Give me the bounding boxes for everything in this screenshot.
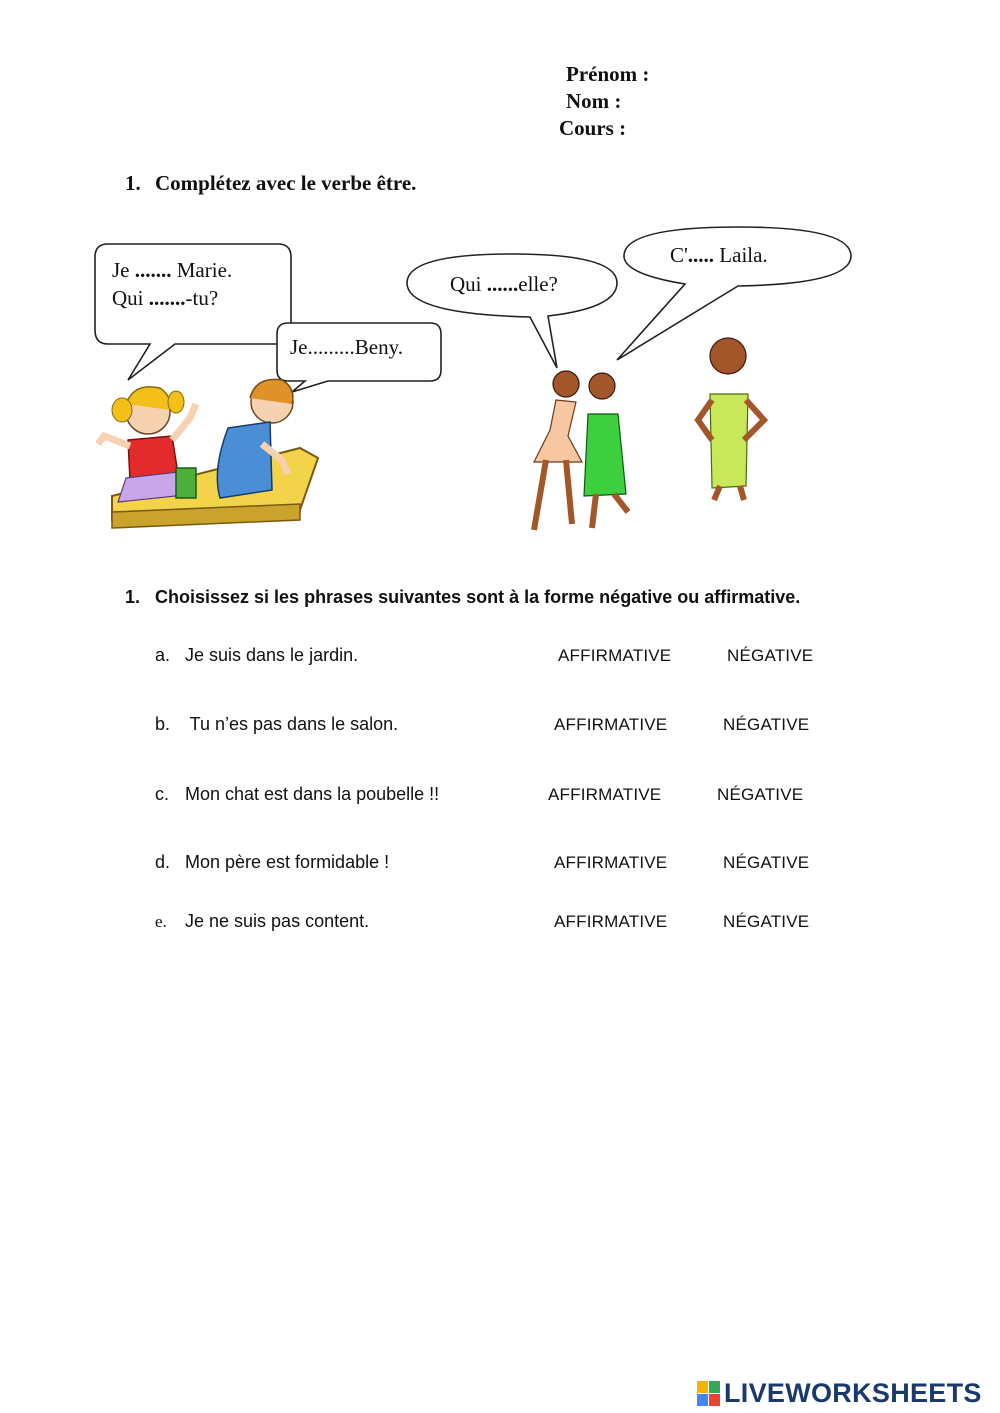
item-letter: c.: [155, 784, 170, 804]
item-letter: e.: [155, 912, 167, 931]
bubble-text-part: Laila.: [714, 243, 768, 267]
blank-1[interactable]: .......: [134, 258, 172, 282]
qui-bubble-text: [450, 270, 558, 298]
bubble-text-part: -tu?: [185, 286, 219, 310]
negative-option-b[interactable]: NÉGATIVE: [723, 715, 810, 734]
question-row-d: [155, 852, 389, 873]
bubble-text-part: Je: [112, 258, 135, 282]
negative-option-e[interactable]: NÉGATIVE: [723, 912, 810, 931]
women-group-illustration: [534, 338, 764, 530]
nom-label: Nom :: [566, 89, 622, 113]
item-sentence: Tu n’es pas dans le salon.: [185, 714, 399, 734]
negative-option-c[interactable]: NÉGATIVE: [717, 785, 804, 804]
affirmative-option-b[interactable]: AFFIRMATIVE: [554, 715, 668, 734]
item-sentence: Mon chat est dans la poubelle !!: [185, 784, 440, 804]
bubble-text-part: Qui: [450, 272, 487, 296]
cours-label: Cours :: [559, 116, 627, 140]
blank-5[interactable]: .....: [687, 243, 715, 267]
item-sentence: Je suis dans le jardin.: [185, 645, 359, 665]
item-letter: b.: [155, 714, 171, 734]
question-row-c: [155, 784, 439, 805]
section1-title-text: Complétez avec le verbe être.: [155, 171, 417, 195]
marie-bubble-line2: [112, 284, 232, 312]
blank-2[interactable]: .......: [148, 286, 186, 310]
question-row-b: [155, 714, 398, 735]
section1-number: 1.: [125, 171, 141, 195]
liveworksheets-logo: [697, 1378, 982, 1409]
item-letter: a.: [155, 645, 171, 665]
question-row-e: [155, 911, 369, 932]
beny-bubble-text[interactable]: Je.........Beny.: [290, 335, 403, 359]
affirmative-option-d[interactable]: AFFIRMATIVE: [554, 853, 668, 872]
prenom-label: Prénom :: [566, 62, 650, 86]
bubble-text-part: Qui: [112, 286, 149, 310]
section2-title-text: Choisissez si les phrases suivantes sont à la forme négative ou affirmative.: [155, 587, 801, 607]
sandbox-children-illustration: [98, 379, 318, 528]
bubble-text-part: C': [670, 243, 688, 267]
laila-bubble-text: [670, 241, 768, 269]
blank-4[interactable]: ......: [486, 272, 519, 296]
liveworksheets-logo-text: LIVEWORKSHEETS: [724, 1378, 982, 1408]
item-sentence: Mon père est formidable !: [185, 852, 390, 872]
item-letter: d.: [155, 852, 171, 872]
affirmative-option-c[interactable]: AFFIRMATIVE: [548, 785, 662, 804]
liveworksheets-logo-icon: [697, 1381, 721, 1407]
bubble-text-part: Marie.: [171, 258, 233, 282]
negative-option-a[interactable]: NÉGATIVE: [727, 646, 814, 665]
marie-bubble-text: [112, 256, 232, 312]
bubble-text-part: elle?: [518, 272, 558, 296]
item-sentence: Je ne suis pas content.: [185, 911, 370, 931]
marie-bubble-line1: [112, 256, 232, 284]
negative-option-d[interactable]: NÉGATIVE: [723, 853, 810, 872]
affirmative-option-a[interactable]: AFFIRMATIVE: [558, 646, 672, 665]
affirmative-option-e[interactable]: AFFIRMATIVE: [554, 912, 668, 931]
section2-number: 1.: [125, 587, 141, 607]
question-row-a: [155, 645, 358, 666]
section2-title: [125, 587, 800, 608]
